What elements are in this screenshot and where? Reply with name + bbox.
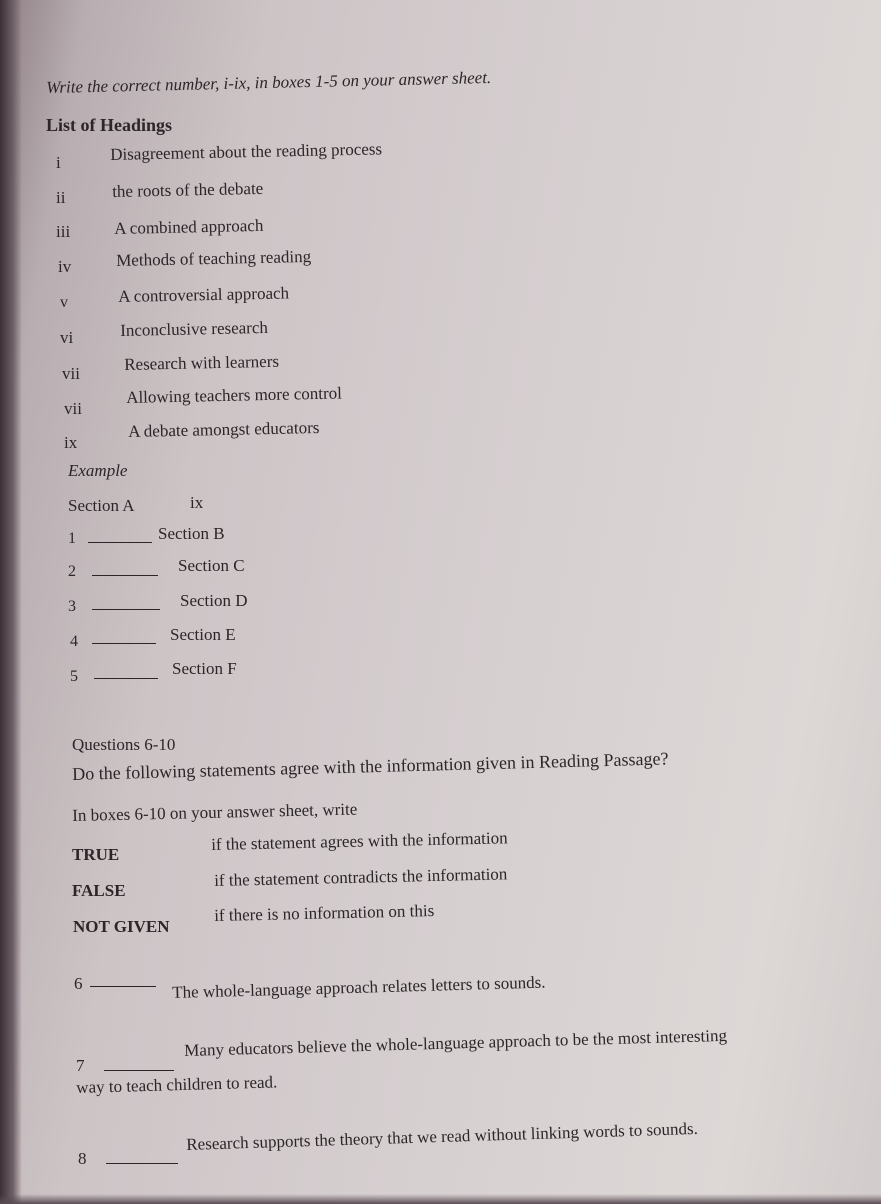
heading-num: ii	[56, 188, 66, 207]
heading-text: Allowing teachers more control	[126, 383, 343, 407]
heading-num: iv	[58, 257, 72, 276]
example-section: Section A	[68, 496, 135, 515]
heading-text: the roots of the debate	[112, 178, 264, 201]
questions-prompt: Do the following statements agree with the information given in Reading Passage?	[72, 748, 669, 784]
answer-blank[interactable]	[104, 1058, 174, 1076]
statement-text: Many educators believe the whole-language approach to be the most interesting	[184, 1025, 728, 1060]
matching-section: Section C	[178, 556, 245, 575]
option-desc: if there is no information on this	[214, 901, 435, 925]
heading-num: iii	[56, 222, 71, 241]
example-label: Example	[68, 461, 128, 480]
heading-num: ix	[64, 433, 78, 452]
matching-section: Section F	[172, 659, 237, 678]
statement-num: 7	[76, 1056, 85, 1075]
heading-num: vii	[62, 364, 80, 383]
heading-text: A debate amongst educators	[128, 417, 320, 441]
questions-title: Questions 6-10	[72, 735, 176, 754]
heading-text: Research with learners	[124, 351, 280, 374]
matching-num: 1	[68, 530, 76, 547]
option-desc: if the statement agrees with the information	[211, 828, 508, 854]
statement-num: 8	[78, 1149, 87, 1168]
answer-blank[interactable]	[94, 666, 158, 684]
answer-blank[interactable]	[92, 631, 156, 649]
statement-text: The whole-language approach relates letters to sounds.	[172, 972, 546, 1002]
answer-blank[interactable]	[92, 563, 158, 581]
answer-blank[interactable]	[106, 1151, 178, 1169]
heading-num: vii	[64, 399, 82, 418]
matching-section: Section D	[180, 591, 248, 610]
statement-text: Research supports the theory that we read without linking words to sounds.	[186, 1118, 699, 1154]
heading-text: A controversial approach	[118, 283, 290, 306]
instruction-text: Write the correct number, i-ix, in boxes 1-5 on your answer sheet.	[46, 67, 492, 97]
heading-num: vi	[60, 328, 74, 347]
option-label: FALSE	[72, 881, 126, 900]
option-label: NOT GIVEN	[73, 917, 170, 936]
headings-title: List of Headings	[46, 115, 173, 135]
page-shadow-edge	[0, 0, 22, 1204]
statement-continuation: way to teach children to read.	[76, 1072, 278, 1097]
statement-num: 6	[74, 974, 83, 993]
answer-blank[interactable]	[90, 974, 156, 992]
example-answer: ix	[190, 493, 204, 512]
questions-instruction: In boxes 6-10 on your answer sheet, write	[72, 799, 358, 825]
matching-section: Section B	[158, 524, 225, 543]
heading-text: Inconclusive research	[120, 317, 269, 340]
heading-text: Methods of teaching reading	[116, 246, 312, 270]
option-desc: if the statement contradicts the information	[214, 864, 508, 890]
heading-text: Disagreement about the reading process	[110, 139, 383, 164]
heading-num: v	[60, 294, 68, 311]
heading-num: i	[56, 153, 61, 172]
matching-num: 2	[68, 563, 76, 580]
heading-text: A combined approach	[114, 215, 264, 238]
matching-num: 5	[70, 668, 78, 685]
answer-blank[interactable]	[92, 597, 160, 615]
answer-blank[interactable]	[88, 530, 152, 548]
matching-num: 3	[68, 598, 76, 615]
option-label: TRUE	[72, 845, 120, 864]
matching-section: Section E	[170, 625, 236, 644]
page-bottom-shadow	[0, 1194, 881, 1204]
matching-num: 4	[70, 633, 78, 650]
